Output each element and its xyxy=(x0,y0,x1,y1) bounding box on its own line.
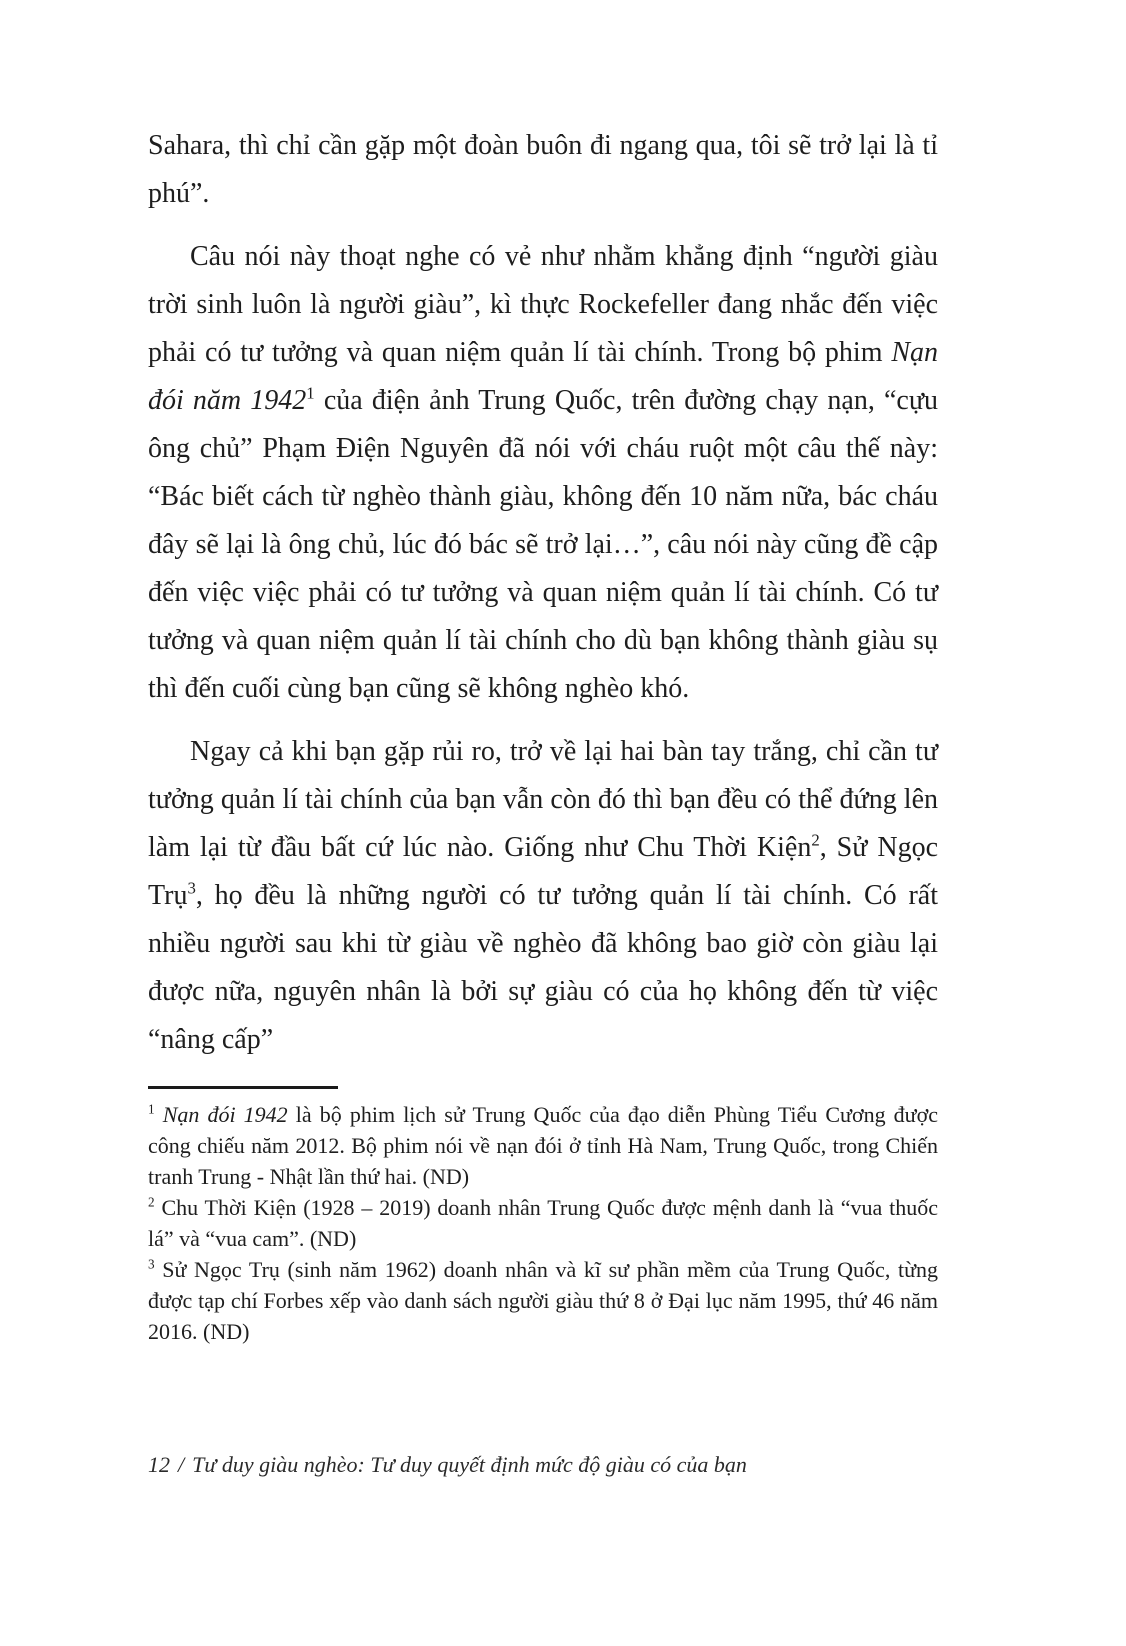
footnote-ref-2: 2 xyxy=(811,830,820,850)
paragraph-continuation xyxy=(148,122,938,218)
paragraph-text: của điện ảnh Trung Quốc, trên đường chạy nạn, “cựu ông chủ” Phạm Điện Nguyên đã nói với cháu ruột một câu thế này: “Bác biết cách từ nghèo thành giàu, không đến 10 năm nữa, bác cháu đây sẽ lại là ông chủ, lúc đó bác sẽ trở lại…”, câu nói này cũng đề cập đến việc việc phải có tư tưởng và quan niệm quản lí tài chính. Có tư tưởng và quan niệm quản lí tài chính cho dù bạn không thành giàu sụ thì đến cuối cùng bạn cũng sẽ không nghèo khó. xyxy=(148,385,939,704)
footnote-separator-rule xyxy=(148,1086,338,1089)
footnote-3-marker: 3 xyxy=(148,1256,155,1272)
page-footer xyxy=(148,1452,747,1478)
footnote-2-text: Chu Thời Kiện (1928 – 2019) doanh nhân Trung Quốc được mệnh danh là “vua thuốc lá” và “vua cam”. (ND) xyxy=(148,1195,938,1251)
paragraph-text: Ngay cả khi bạn gặp rủi ro, trở về lại hai bàn tay trắng, chỉ cần tư tưởng quản lí tài chính của bạn vẫn còn đó thì bạn đều có thể đứng lên làm lại từ đầu bất cứ lúc nào. Giống như Chu Thời Kiện xyxy=(148,736,938,863)
footnote-ref-3: 3 xyxy=(187,878,196,898)
footnote-3 xyxy=(148,1254,938,1347)
footnote-2-marker: 2 xyxy=(148,1194,155,1210)
footnote-ref-1: 1 xyxy=(306,383,315,403)
footnote-1-movie-title: Nạn đói 1942 xyxy=(162,1102,288,1127)
running-title: Tư duy giàu nghèo: Tư duy quyết định mức độ giàu có của bạn xyxy=(192,1452,747,1477)
footer-separator: / xyxy=(178,1452,185,1477)
footnote-3-text: Sử Ngọc Trụ (sinh năm 1962) doanh nhân và kĩ sư phần mềm của Trung Quốc, từng được tạp chí Forbes xếp vào danh sách người giàu thứ 8 ở Đại lục năm 1995, thứ 46 năm 2016. (ND) xyxy=(148,1257,938,1344)
paragraph-text: , Sử Ngọc Trụ xyxy=(148,832,938,911)
paragraph xyxy=(148,728,938,1064)
paragraph-text: Câu nói này thoạt nghe có vẻ như nhằm khẳng định “người giàu trời sinh luôn là người giàu”, kì thực Rockefeller đang nhắc đến việc phải có tư tưởng và quan niệm quản lí tài chính. Trong bộ phim xyxy=(148,241,938,368)
movie-title-italic: Nạn đói năm 1942 xyxy=(148,337,938,416)
paragraph xyxy=(148,233,938,713)
footnotes-section xyxy=(148,1086,938,1347)
paragraph-text: , họ đều là những người có tư tưởng quản lí tài chính. Có rất nhiều người sau khi từ giàu về nghèo đã không bao giờ còn giàu lại được nữa, nguyên nhân là bởi sự giàu có của họ không đến từ việc “nâng cấp” xyxy=(148,880,938,1055)
footnote-1 xyxy=(148,1099,938,1192)
page-number: 12 xyxy=(148,1452,170,1477)
footnote-1-text: là bộ phim lịch sử Trung Quốc của đạo diễn Phùng Tiểu Cương được công chiếu năm 2012. Bộ phim nói về nạn đói ở tỉnh Hà Nam, Trung Quốc, trong Chiến tranh Trung - Nhật lần thứ hai. (ND) xyxy=(148,1102,939,1189)
footnote-1-marker: 1 xyxy=(148,1101,155,1117)
paragraph-text: Sahara, thì chỉ cần gặp một đoàn buôn đi ngang qua, tôi sẽ trở lại là tỉ phú”. xyxy=(148,130,938,209)
footnote-2 xyxy=(148,1192,938,1254)
page-body-text xyxy=(148,122,938,1064)
